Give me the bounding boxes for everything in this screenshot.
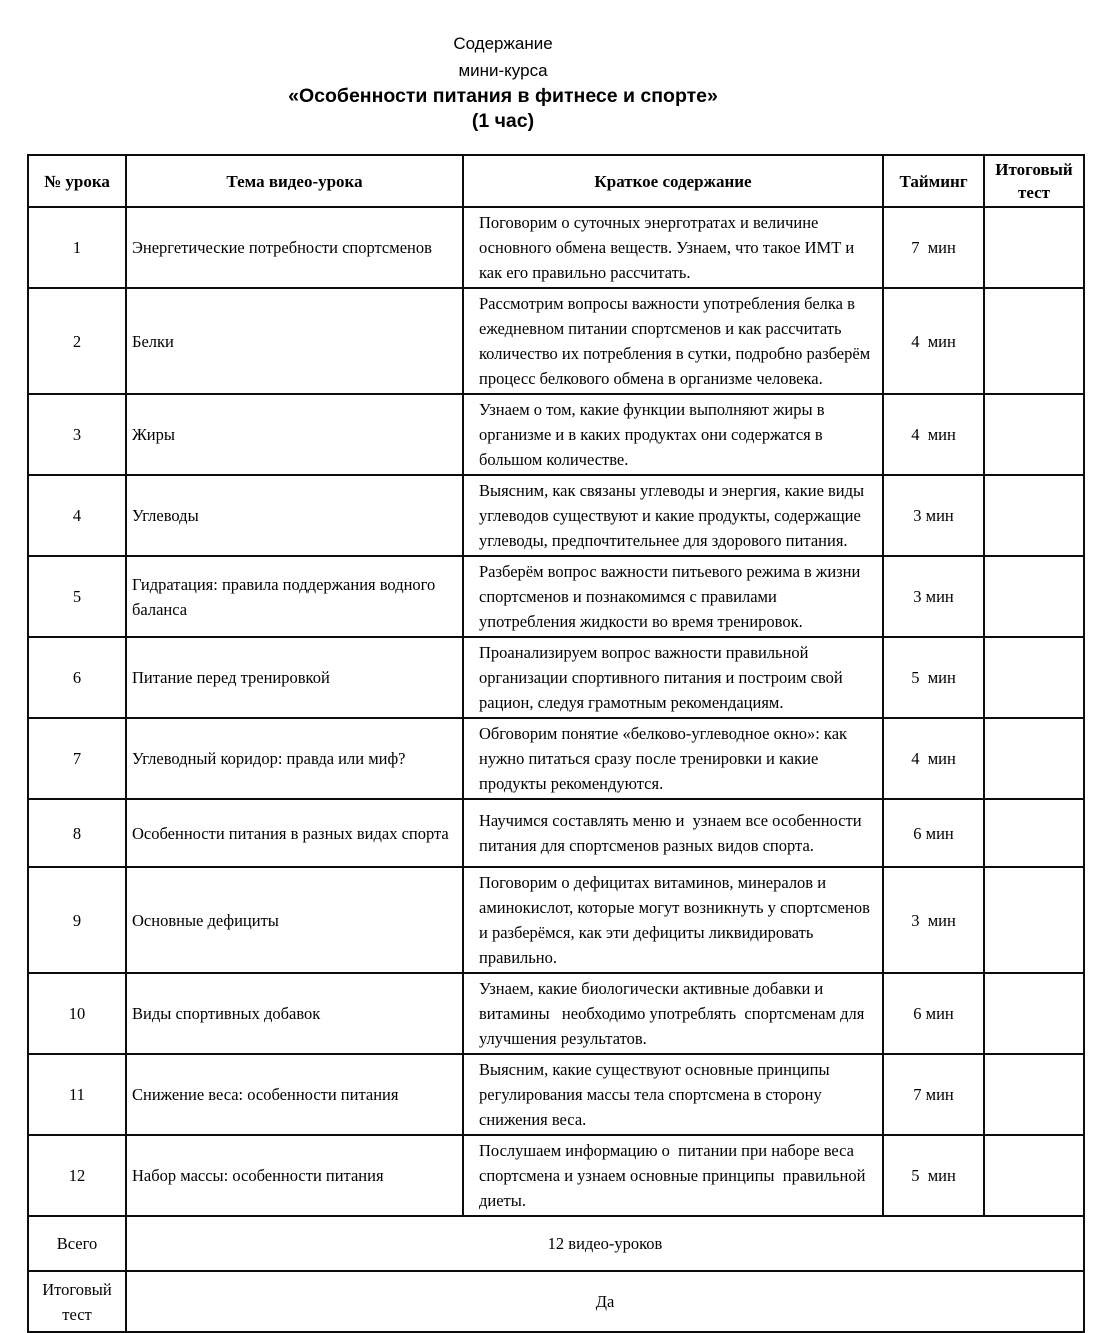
table-row [28, 556, 1084, 637]
document-title-block [0, 0, 1006, 134]
table-header [28, 155, 1084, 207]
lesson-timing-cell: 5 мин [883, 637, 984, 718]
lesson-topic-cell: Жиры [126, 394, 463, 475]
lesson-final-test-cell [984, 207, 1084, 288]
lesson-timing-cell: 4 мин [883, 718, 984, 799]
header-row [28, 155, 1084, 207]
lesson-summary-cell: Обговорим понятие «белково-углеводное окно»: как нужно питаться сразу после тренировки и какие продукты рекомендуются. [463, 718, 883, 799]
table-footer [28, 1216, 1084, 1332]
lesson-number-cell: 1 [28, 207, 126, 288]
title-line-duration: (1 час) [471, 110, 535, 132]
lesson-timing-cell: 3 мин [883, 867, 984, 973]
lesson-topic-cell: Питание перед тренировкой [126, 637, 463, 718]
lesson-final-test-cell [984, 1054, 1084, 1135]
lesson-number-cell: 4 [28, 475, 126, 556]
lesson-number-cell: 10 [28, 973, 126, 1054]
lesson-timing-cell: 3 мин [883, 556, 984, 637]
header-timing: Тайминг [883, 155, 984, 207]
lesson-number-cell: 6 [28, 637, 126, 718]
title-line-course-name: «Особенности питания в фитнесе и спорте» [288, 85, 718, 107]
lesson-topic-cell: Основные дефициты [126, 867, 463, 973]
lesson-final-test-cell [984, 475, 1084, 556]
table-row [28, 973, 1084, 1054]
header-summary: Краткое содержание [463, 155, 883, 207]
lesson-number-cell: 9 [28, 867, 126, 973]
lesson-timing-cell: 4 мин [883, 288, 984, 394]
lesson-number-cell: 12 [28, 1135, 126, 1216]
lesson-topic-cell: Особенности питания в разных видах спорта [126, 799, 463, 867]
lesson-final-test-cell [984, 394, 1084, 475]
table-row [28, 288, 1084, 394]
lesson-final-test-cell [984, 288, 1084, 394]
lesson-topic-cell: Виды спортивных добавок [126, 973, 463, 1054]
table-row [28, 718, 1084, 799]
lesson-topic-cell: Углеводный коридор: правда или миф? [126, 718, 463, 799]
table-row [28, 1135, 1084, 1216]
lesson-topic-cell: Белки [126, 288, 463, 394]
lesson-number-cell: 5 [28, 556, 126, 637]
table-row [28, 637, 1084, 718]
lesson-timing-cell: 3 мин [883, 475, 984, 556]
lesson-summary-cell: Выясним, как связаны углеводы и энергия, какие виды углеводов существуют и какие продукты, содержащие углеводы, предпочтительнее для здорового питания. [463, 475, 883, 556]
lesson-summary-cell: Научимся составлять меню и узнаем все особенности питания для спортсменов разных видов спорта. [463, 799, 883, 867]
lesson-final-test-cell [984, 637, 1084, 718]
lesson-final-test-cell [984, 556, 1084, 637]
lesson-number-cell: 3 [28, 394, 126, 475]
lesson-topic-cell: Набор массы: особенности питания [126, 1135, 463, 1216]
lesson-summary-cell: Разберём вопрос важности питьевого режима в жизни спортсменов и познакомимся с правилами употребления жидкости во время тренировок. [463, 556, 883, 637]
lesson-timing-cell: 5 мин [883, 1135, 984, 1216]
total-row [28, 1216, 1084, 1271]
lesson-number-cell: 7 [28, 718, 126, 799]
lesson-timing-cell: 6 мин [883, 973, 984, 1054]
lesson-summary-cell: Узнаем, какие биологически активные добавки и витамины необходимо употреблять спортсменам для улучшения результатов. [463, 973, 883, 1054]
lesson-timing-cell: 6 мин [883, 799, 984, 867]
table-row [28, 207, 1084, 288]
lesson-final-test-cell [984, 1135, 1084, 1216]
table-body [28, 207, 1084, 1216]
header-lesson-number: № урока [28, 155, 126, 207]
table-row [28, 394, 1084, 475]
total-value: 12 видео-уроков [126, 1216, 1084, 1271]
lesson-summary-cell: Выясним, какие существуют основные принципы регулирования массы тела спортсмена в сторону снижения веса. [463, 1054, 883, 1135]
final-test-value: Да [126, 1271, 1084, 1332]
table-row [28, 475, 1084, 556]
lesson-topic-cell: Углеводы [126, 475, 463, 556]
table-row [28, 867, 1084, 973]
lesson-topic-cell: Снижение веса: особенности питания [126, 1054, 463, 1135]
title-line-minicourse: мини-курса [458, 61, 548, 80]
lesson-final-test-cell [984, 799, 1084, 867]
table-row [28, 799, 1084, 867]
lesson-timing-cell: 7 мин [883, 207, 984, 288]
lesson-timing-cell: 4 мин [883, 394, 984, 475]
header-topic: Тема видео-урока [126, 155, 463, 207]
lesson-topic-cell: Энергетические потребности спортсменов [126, 207, 463, 288]
course-contents-table [27, 154, 1085, 1333]
lesson-summary-cell: Поговорим о суточных энерготратах и величине основного обмена веществ. Узнаем, что такое ИМТ и как его правильно рассчитать. [463, 207, 883, 288]
lesson-number-cell: 8 [28, 799, 126, 867]
lesson-summary-cell: Проанализируем вопрос важности правильной организации спортивного питания и построим свой рацион, следуя грамотным рекомендациям. [463, 637, 883, 718]
total-label: Всего [28, 1216, 126, 1271]
lesson-timing-cell: 7 мин [883, 1054, 984, 1135]
lesson-summary-cell: Узнаем о том, какие функции выполняют жиры в организме и в каких продуктах они содержатся в большом количестве. [463, 394, 883, 475]
table-row [28, 1054, 1084, 1135]
lesson-summary-cell: Рассмотрим вопросы важности употребления белка в ежедневном питании спортсменов и как рассчитать количество их потребления в сутки, подробно разберём процесс белкового обмена в организме человека. [463, 288, 883, 394]
lesson-final-test-cell [984, 718, 1084, 799]
final-test-row [28, 1271, 1084, 1332]
lesson-final-test-cell [984, 973, 1084, 1054]
header-final-test: Итоговый тест [984, 155, 1084, 207]
title-line-contents: Содержание [453, 34, 553, 53]
lesson-final-test-cell [984, 867, 1084, 973]
lesson-number-cell: 11 [28, 1054, 126, 1135]
lesson-number-cell: 2 [28, 288, 126, 394]
lesson-summary-cell: Поговорим о дефицитах витаминов, минералов и аминокислот, которые могут возникнуть у спортсменов и разберёмся, как эти дефициты ликвидировать правильно. [463, 867, 883, 973]
final-test-label: Итоговый тест [28, 1271, 126, 1332]
lesson-topic-cell: Гидратация: правила поддержания водного баланса [126, 556, 463, 637]
lesson-summary-cell: Послушаем информацию о питании при наборе веса спортсмена и узнаем основные принципы правильной диеты. [463, 1135, 883, 1216]
